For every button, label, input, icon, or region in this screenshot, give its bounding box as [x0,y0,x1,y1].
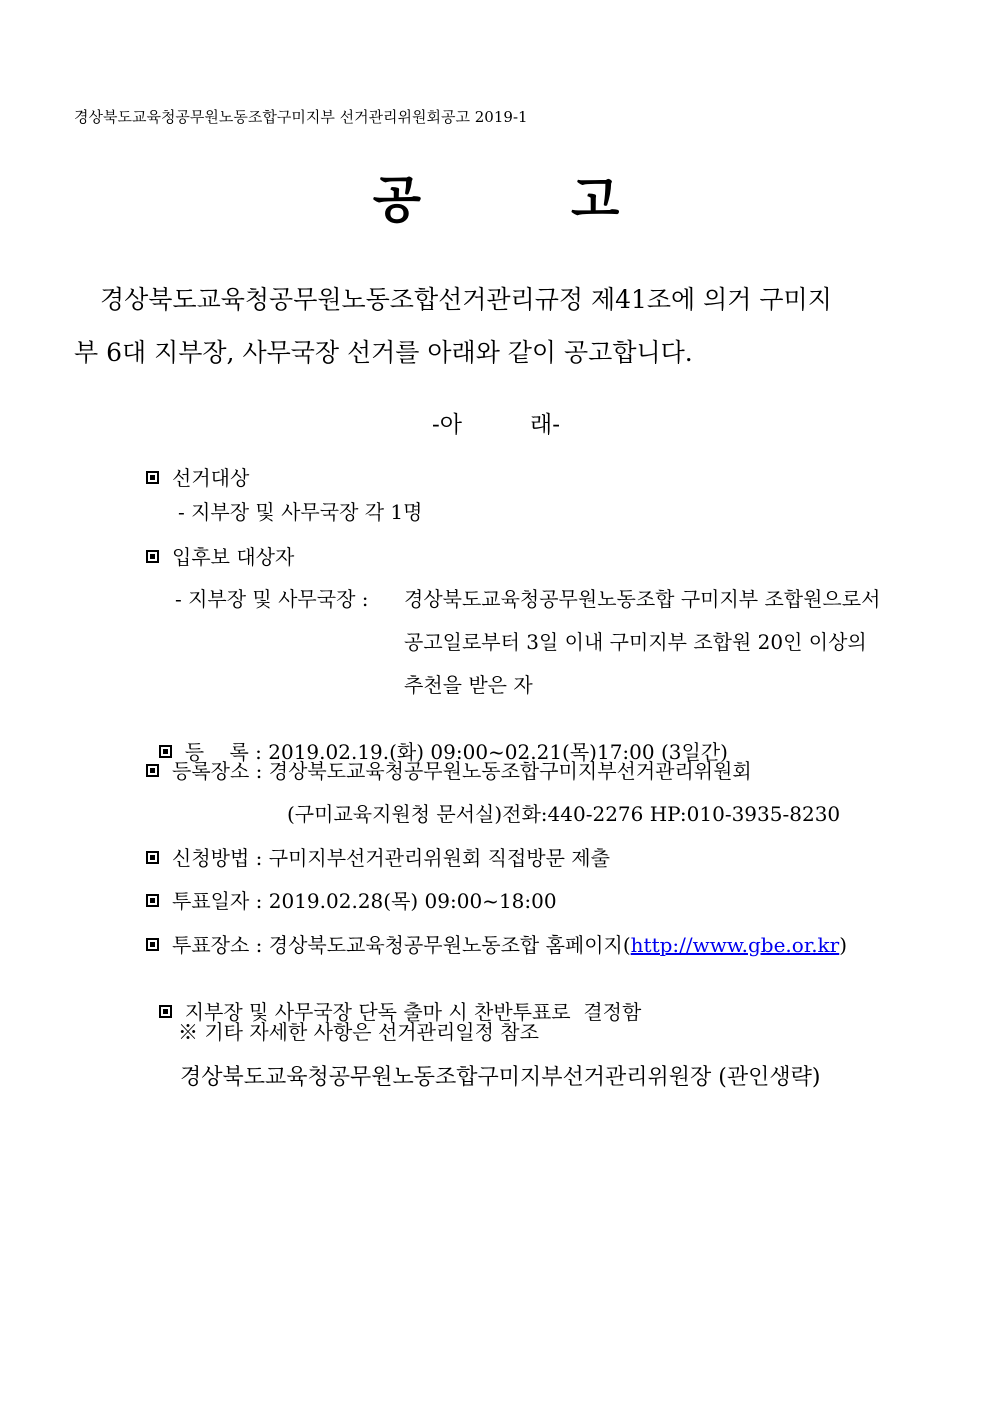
title-char-2: 고 [571,170,620,229]
item-target-label: 선거대상 [172,466,250,490]
item-candidate-detail-1: 경상북도교육청공무원노동조합 구미지부 조합원으로서 [404,587,881,611]
item-candidate-detail-3: 추천을 받은 자 [404,673,533,697]
title-char-1: 공 [372,170,421,229]
item-method [146,842,610,871]
item-candidate-label: 입후보 대상자 [172,545,295,569]
intro-line-1: 경상북도교육청공무원노동조합선거관리규정 제41조에 의거 구미지 [100,285,832,314]
item-place-value: 경상북도교육청공무원노동조합구미지부선거관리위원회 [268,759,752,783]
item-place [146,755,752,784]
item-vote-place-close: ) [839,933,848,957]
subheading-right: 래- [530,412,560,438]
item-vote-place [146,929,847,958]
item-candidate-detail-label: - 지부장 및 사무국장 : [175,587,369,611]
item-registration-label: 등 록 : [184,740,262,764]
square-bullet-icon [146,851,159,864]
page-title [0,168,992,232]
square-bullet-icon [146,471,159,484]
item-vote-place-value: 경상북도교육청공무원노동조합 홈페이지( [268,933,631,957]
item-single-candidate-text: 지부장 및 사무국장 단독 출마 시 찬반투표로 결정함 [184,1000,642,1024]
item-registration-value: 2019.02.19.(화) 09:00~02.21(목)17:00 (3일간) [268,740,728,764]
square-bullet-icon [159,1005,172,1018]
item-vote-place-label: 투표장소 : [172,933,263,957]
square-bullet-icon [146,938,159,951]
square-bullet-icon [146,764,159,777]
notice-number: 경상북도교육청공무원노동조합구미지부 선거관리위원회공고 2019-1 [74,108,528,126]
item-vote-date-value: 2019.02.28(목) 09:00~18:00 [268,889,557,913]
intro-line-2: 부 6대 지부장, 사무국장 선거를 아래와 같이 공고합니다. [74,338,693,367]
item-method-value: 구미지부선거관리위원회 직접방문 제출 [268,846,610,870]
item-vote-date [146,885,557,914]
square-bullet-icon [146,550,159,563]
subheading-left: -아 [432,412,462,438]
item-place-value-2: (구미교육지원청 문서실)전화:440-2276 HP:010-3935-8230 [287,802,841,826]
item-candidate-detail-2: 공고일로부터 3일 이내 구미지부 조합원 20인 이상의 [404,630,867,654]
item-vote-date-label: 투표일자 : [172,889,263,913]
subheading [0,406,992,439]
square-bullet-icon [146,894,159,907]
homepage-link[interactable]: http://www.gbe.or.kr [630,933,840,957]
item-place-label: 등록장소 : [172,759,263,783]
item-target [146,462,249,491]
item-note: ※ 기타 자세한 사항은 선거관리일정 참조 [178,1020,539,1044]
item-method-label: 신청방법 : [172,846,263,870]
item-target-detail: - 지부장 및 사무국장 각 1명 [178,500,423,524]
footer-signature: 경상북도교육청공무원노동조합구미지부선거관리위원장 (관인생략) [180,1065,821,1090]
item-candidate [146,541,294,570]
